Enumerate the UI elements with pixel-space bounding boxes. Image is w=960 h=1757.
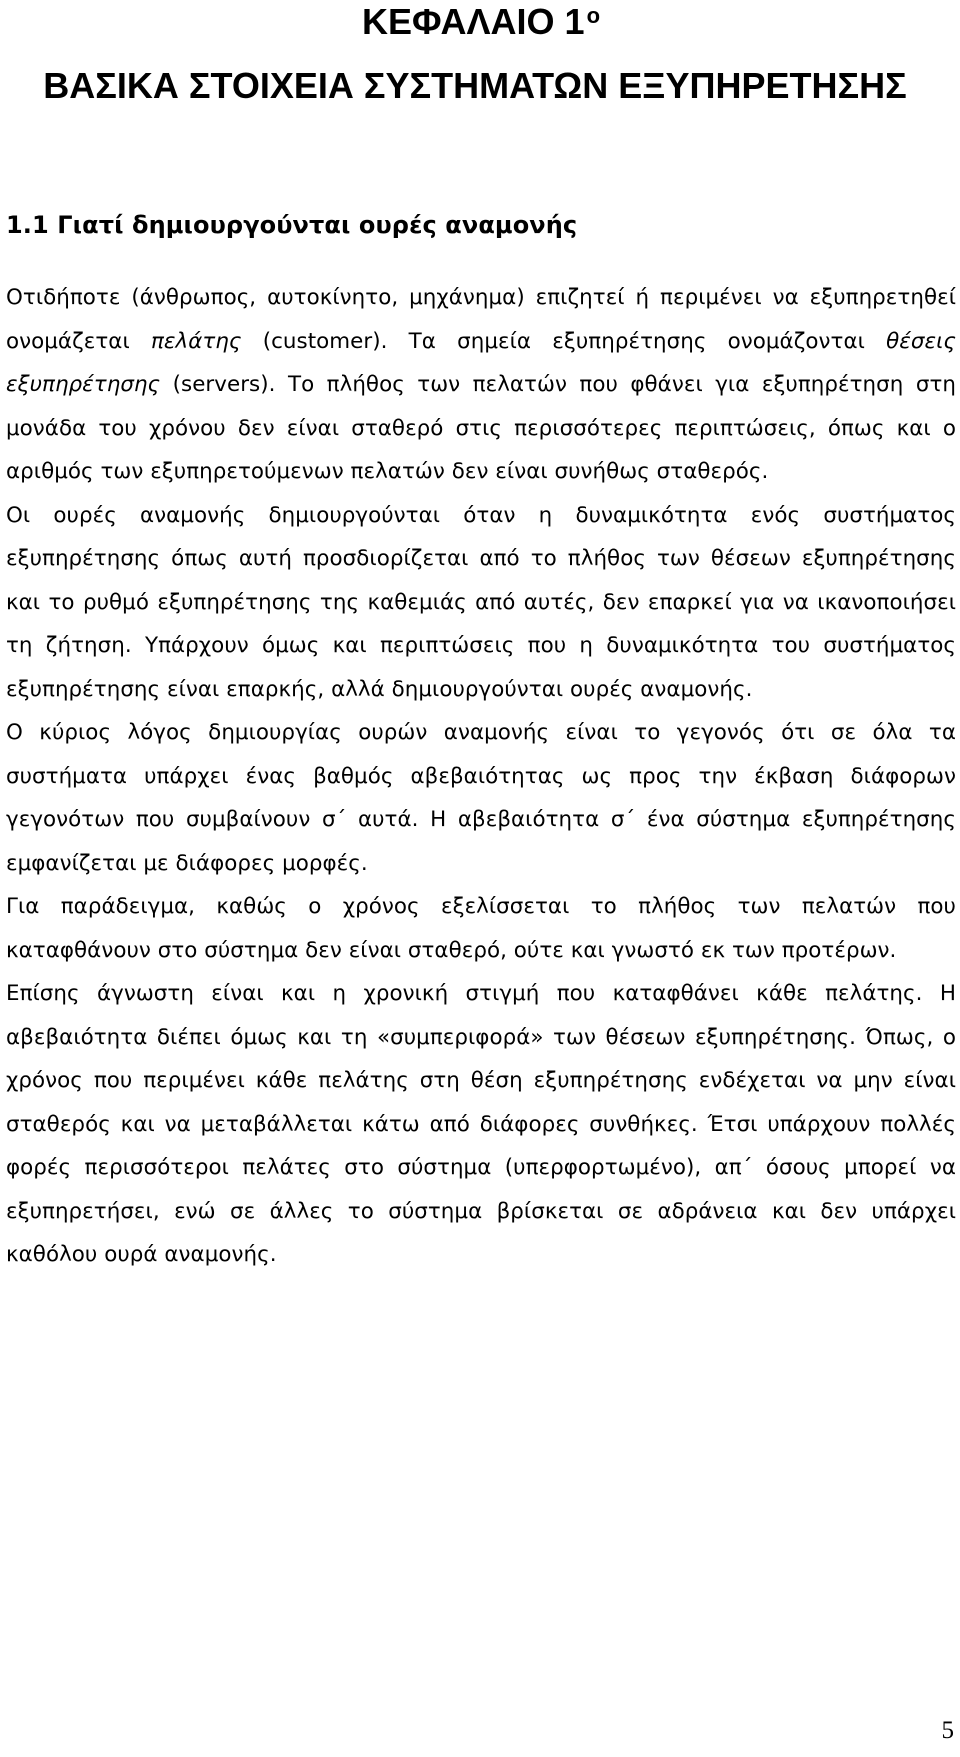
chapter-subtitle: ΒΑΣΙΚΑ ΣΤΟΙΧΕΙΑ ΣΥΣΤΗΜΑΤΩΝ ΕΞΥΠΗΡΕΤΗΣΗΣ xyxy=(43,65,907,106)
paragraph-1-part-2: (customer). Τα σημεία εξυπηρέτησης ονομάζονται xyxy=(241,328,887,354)
paragraph-1 xyxy=(6,276,956,494)
chapter-title xyxy=(6,0,956,42)
paragraph-1-part-1: Οτιδήποτε (άνθρωπος, αυτοκίνητο, μηχάνημα) επιζητεί ή περιμένει να εξυπηρετηθεί ονομάζεται xyxy=(6,285,956,354)
paragraph-5: Επίσης άγνωστη είναι και η χρονική στιγμή που καταφθάνει κάθε πελάτης. Η αβεβαιότητα διέπει όμως και τη «συμπεριφορά» των θέσεων εξυπηρέτησης. Όπως, ο χρόνος που περιμένει κάθε πελάτης στη θέση εξυπηρέτησης ενδέχεται να μην είναι σταθερός και να μεταβάλλεται κάτω από διάφορες συνθήκες. Έτσι υπάρχουν πολλές φορές περισσότεροι πελάτες στο σύστημα (υπερφορτωμένο), απ΄ όσους μπορεί να εξυπηρετήσει, ενώ σε άλλες το σύστημα βρίσκεται σε αδράνεια και δεν υπάρχει καθόλου ουρά αναμονής. xyxy=(6,981,956,1267)
term-servers: θέσεις εξυπηρέτησης xyxy=(6,328,956,397)
chapter-title-text: ΚΕΦΑΛΑΙΟ 1 xyxy=(361,1,585,42)
page-content xyxy=(6,0,956,1277)
body-text xyxy=(6,276,956,1277)
paragraph-3: Ο κύριος λόγος δημιουργίας ουρών αναμονής είναι το γεγονός ότι σε όλα τα συστήματα υπάρχει ένας βαθμός αβεβαιότητας ως προς την έκβαση διάφορων γεγονότων που συμβαίνουν σ΄ αυτά. Η αβεβαιότητα σ΄ ένα σύστημα εξυπηρέτησης εμφανίζεται με διάφορες μορφές. xyxy=(6,720,956,876)
paragraph-4: Για παράδειγμα, καθώς ο χρόνος εξελίσσεται το πλήθος των πελατών που καταφθάνουν στο σύστημα δεν είναι σταθερό, ούτε και γνωστό εκ των προτέρων. xyxy=(6,894,956,963)
chapter-title-superscript: ο xyxy=(586,3,601,28)
page-number: 5 xyxy=(941,1717,954,1744)
paragraph-2: Οι ουρές αναμονής δημιουργούνται όταν η δυναμικότητα ενός συστήματος εξυπηρέτησης όπως αυτή προσδιορίζεται από το πλήθος των θέσεων εξυπηρέτησης και το ρυθμό εξυπηρέτησης της καθεμιάς από αυτές, δεν επαρκεί για να ικανοποιήσει τη ζήτηση. Υπάρχουν όμως και περιπτώσεις που η δυναμικότητα του συστήματος εξυπηρέτησης είναι επαρκής, αλλά δημιουργούνται ουρές αναμονής. xyxy=(6,502,956,702)
section-heading: 1.1 Γιατί δημιουργούνται ουρές αναμονής xyxy=(6,211,578,239)
term-customer: πελάτης xyxy=(150,328,242,354)
paragraph-1-part-3: (servers). Το πλήθος των πελατών που φθάνει για εξυπηρέτηση στη μονάδα του χρόνου δεν είναι σταθερό στις περισσότερες περιπτώσεις, όπως και ο αριθμός των εξυπηρετούμενων πελατών δεν είναι συνήθως σταθερός. xyxy=(6,372,956,484)
